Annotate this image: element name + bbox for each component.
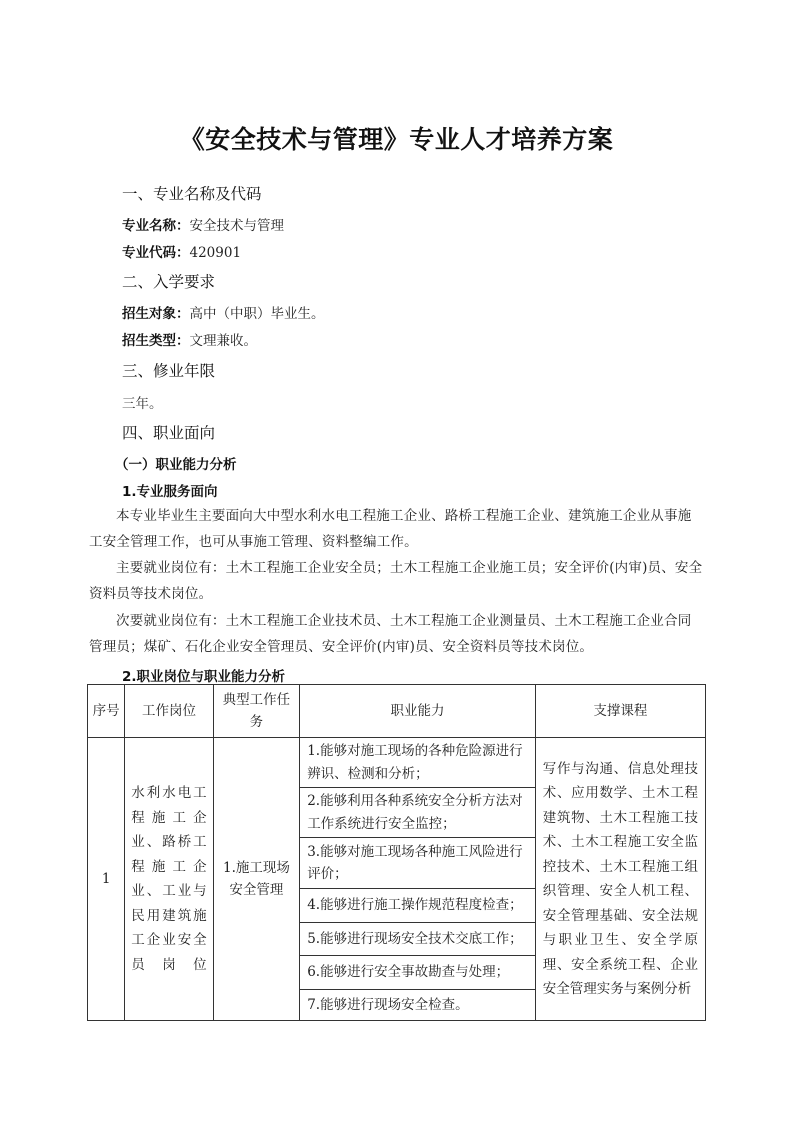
paragraph-secondary-positions: 次要就业岗位有：土木工程施工企业技术员、土木工程施工企业测量员、土木工程施工企业合同管理员；煤矿、石化企业安全管理员、安全评价(内审)员、安全资料员等技术岗位。 — [89, 613, 692, 655]
table-header-row — [88, 685, 706, 738]
ability-item-3: 3.能够对施工现场各种施工风险进行评价； — [300, 838, 536, 889]
section-heading-3: 三、修业年限 — [122, 362, 216, 380]
document-title: 《安全技术与管理》专业人才培养方案 — [179, 125, 614, 154]
major-code-label: 专业代码： — [122, 245, 190, 261]
table-row — [88, 738, 706, 788]
ability-item-7: 7.能够进行现场安全检查。 — [300, 990, 536, 1021]
header-typical-task: 典型工作任务 — [213, 685, 300, 738]
enrollment-type-field — [122, 329, 257, 349]
major-code-field — [122, 241, 241, 261]
study-duration-value: 三年。 — [122, 396, 163, 412]
subsection-heading-position-ability: 2.职业岗位与职业能力分析 — [122, 669, 286, 685]
subsection-heading-career-analysis: （一）职业能力分析 — [115, 457, 237, 473]
header-index: 序号 — [88, 685, 125, 738]
enrollment-type-value: 文理兼收。 — [189, 333, 257, 349]
paragraph-main-positions: 主要就业岗位有：土木工程施工企业安全员；土木工程施工企业施工员；安全评价(内审)员、安全资料员等技术岗位。 — [89, 560, 703, 602]
major-name-label: 专业名称： — [122, 218, 190, 234]
ability-item-1: 1.能够对施工现场的各种危险源进行辨识、检测和分析； — [300, 738, 536, 788]
row-index: 1 — [88, 738, 125, 1021]
ability-item-5: 5.能够进行现场安全技术交底工作； — [300, 923, 536, 956]
major-code-value: 420901 — [189, 245, 242, 261]
header-ability: 职业能力 — [300, 685, 536, 738]
paragraph-service-orientation: 本专业毕业生主要面向大中型水利水电工程施工企业、路桥工程施工企业、建筑施工企业从事施工安全管理工作，也可从事施工管理、资料整编工作。 — [89, 508, 692, 550]
section-heading-2: 二、入学要求 — [122, 273, 216, 291]
enrollment-type-label: 招生类型： — [122, 333, 190, 349]
section-heading-1: 一、专业名称及代码 — [122, 185, 262, 203]
enrollment-target-label: 招生对象： — [122, 306, 190, 322]
position-ability-table — [87, 684, 706, 1021]
section-heading-4: 四、职业面向 — [122, 424, 216, 442]
header-position: 工作岗位 — [125, 685, 213, 738]
ability-item-2: 2.能够利用各种系统安全分析方法对工作系统进行安全监控； — [300, 788, 536, 838]
enrollment-target-value: 高中（中职）毕业生。 — [189, 306, 325, 322]
header-course: 支撑课程 — [535, 685, 705, 738]
ability-item-6: 6.能够进行安全事故勘查与处理； — [300, 956, 536, 990]
major-name-field — [122, 214, 284, 234]
subsection-heading-service-orientation: 1.专业服务面向 — [122, 484, 218, 500]
row-supporting-courses: 写作与沟通、信息处理技术、应用数学、土木工程建筑物、土木工程施工技术、土木工程施工安全监控技术、土木工程施工组织管理、安全人机工程、安全管理基础、安全法规与职业卫生、安全学原理、安全系统工程、企业安全管理实务与案例分析 — [535, 738, 705, 1021]
enrollment-target-field — [122, 302, 325, 322]
row-position: 水利水电工程施工企业、路桥工程施工企业、工业与民用建筑施工企业安全员岗位 — [125, 738, 213, 1021]
ability-item-4: 4.能够进行施工操作规范程度检查； — [300, 889, 536, 923]
row-typical-task: 1.施工现场安全管理 — [213, 738, 300, 1021]
major-name-value: 安全技术与管理 — [189, 218, 284, 234]
